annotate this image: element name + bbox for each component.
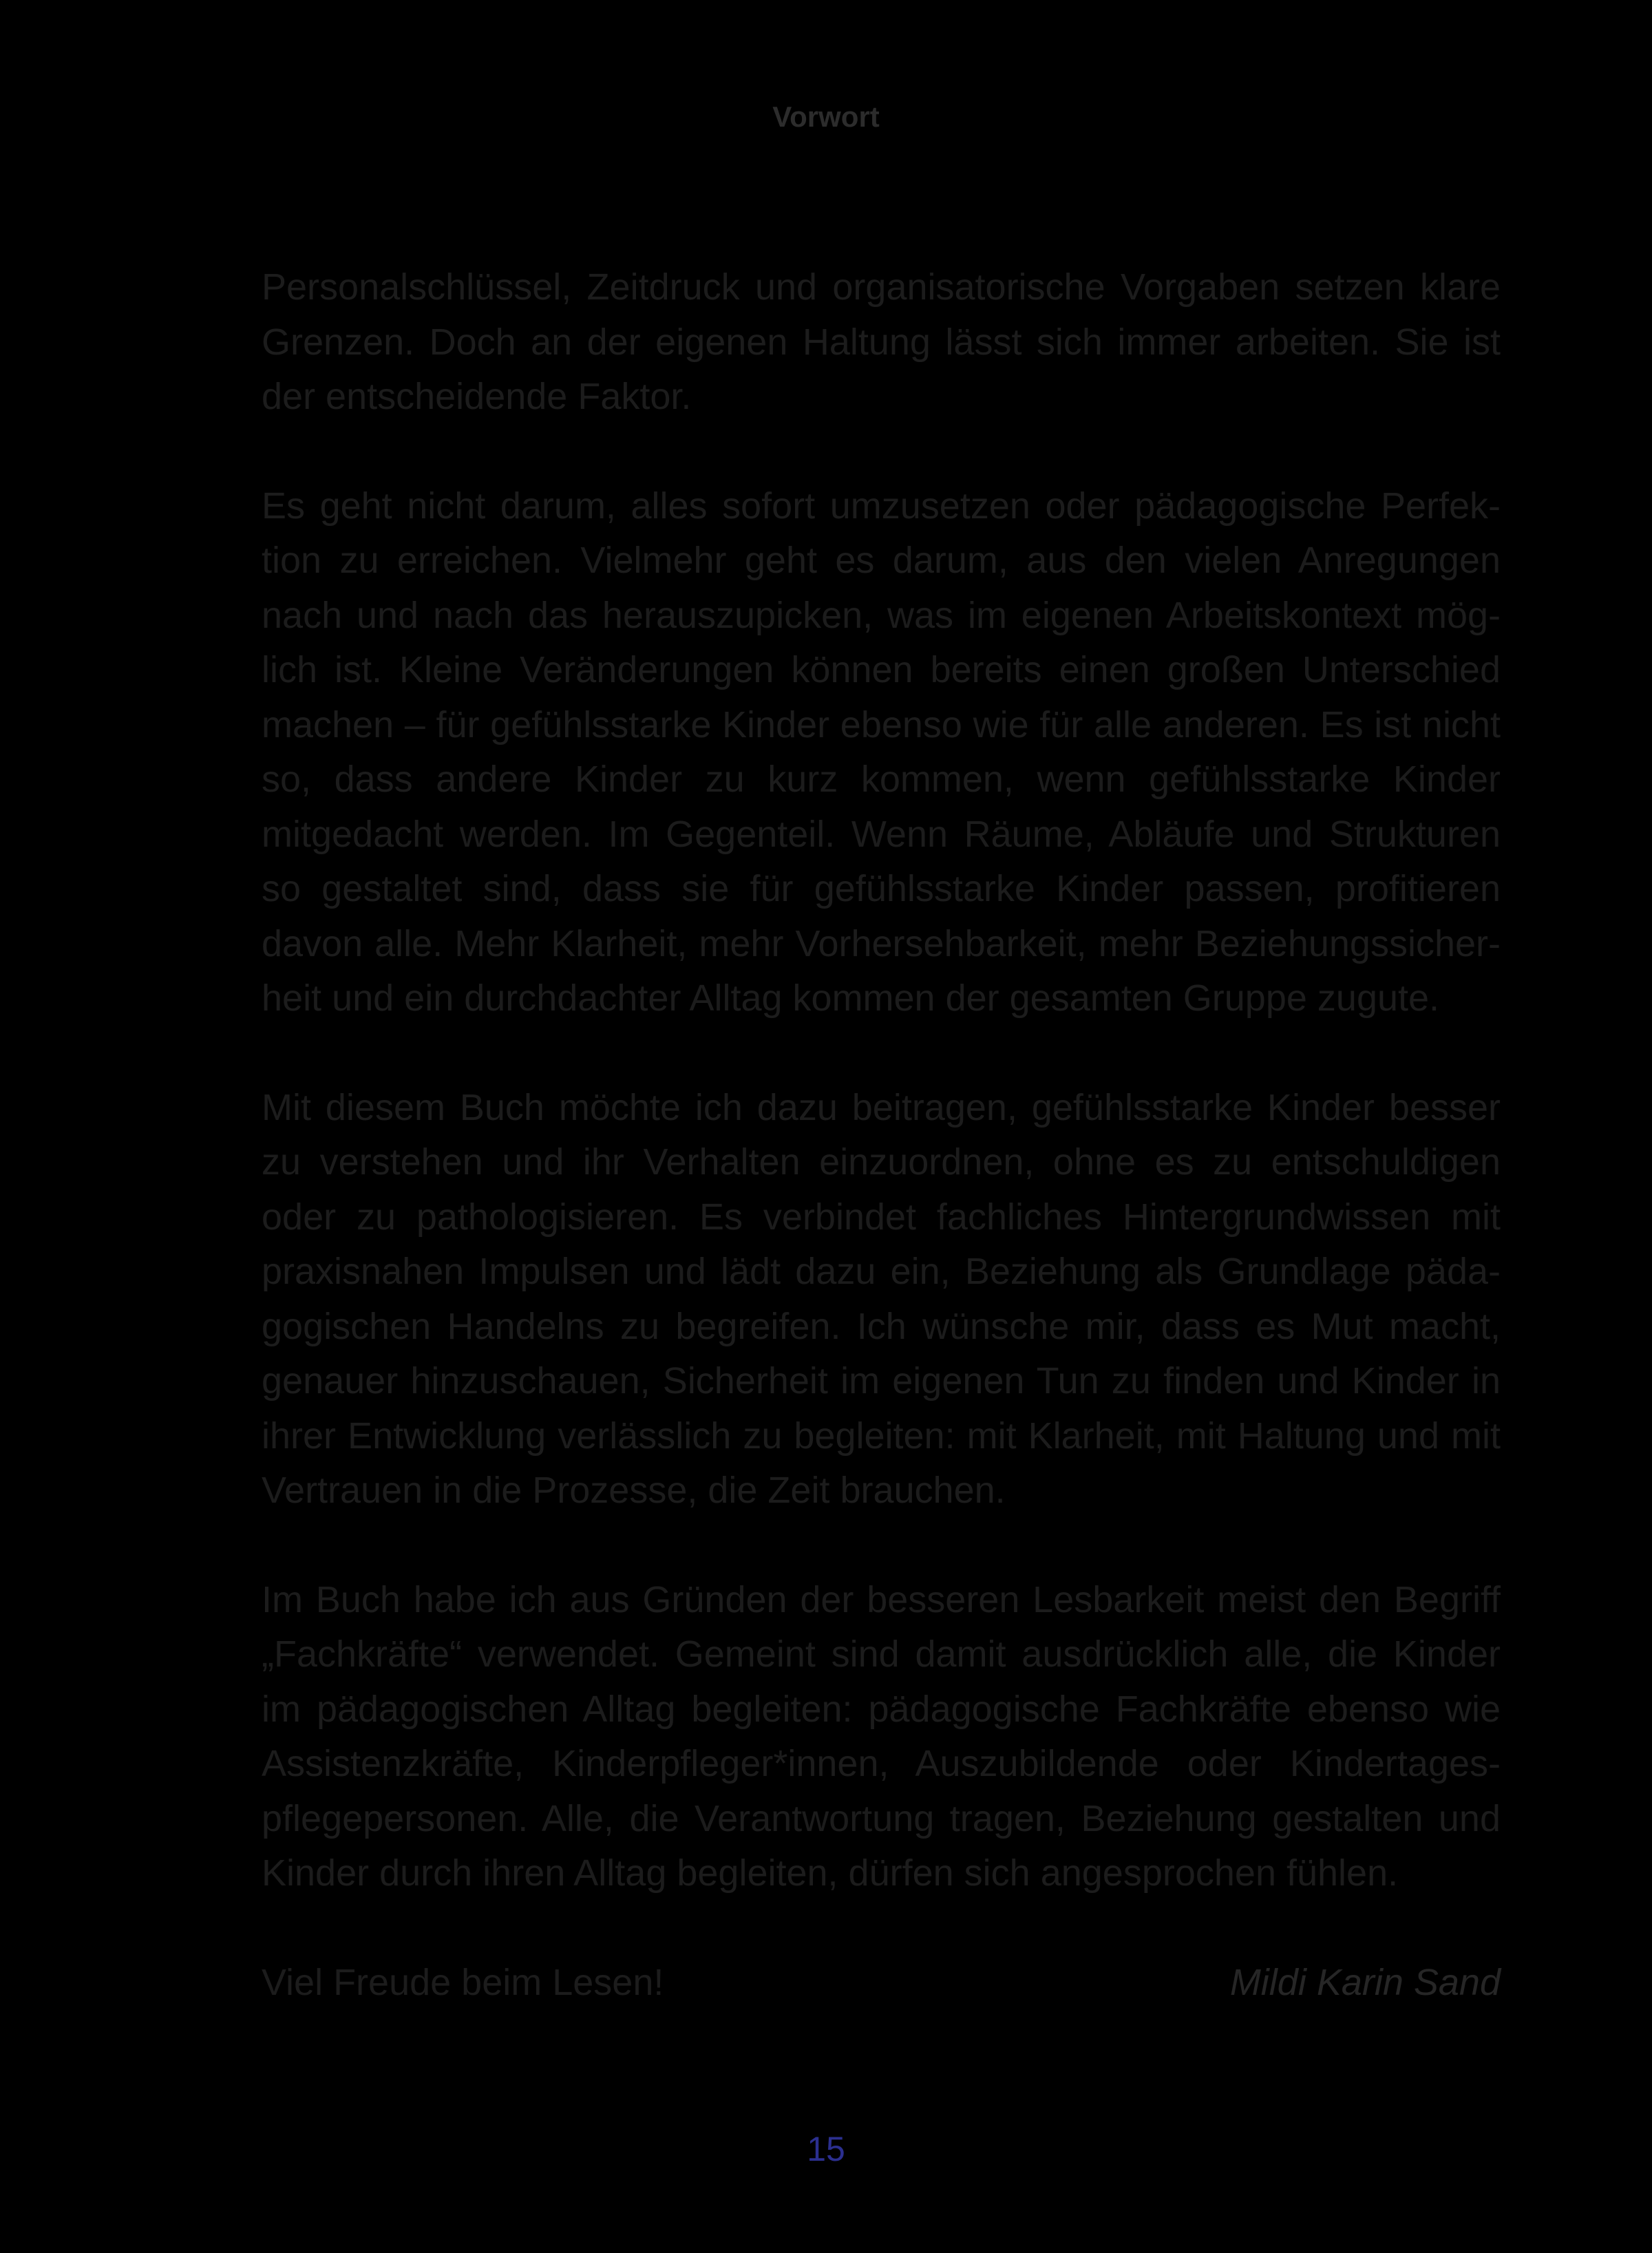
body-text: [262, 260, 1501, 2010]
paragraph: Im Buch habe ich aus Gründen der besseren Lesbarkeit meist den Begriff „Fachkräfte“ verwendet. Gemeint sind damit ausdrücklich alle, die Kinder im pädagogischen Alltag begleiten: pädagogische Fachkräfte ebenso wie Assistenzkräfte, Kinderpfleger*innen, Auszubildende oder Kindertagespflegepersonen. Alle, die Verantwortung tragen, Beziehung gestalten und Kinder durch ihren Alltag begleiten, dürfen sich angesprochen fühlen.: [262, 1578, 1501, 1894]
running-head: Vorwort: [772, 101, 880, 133]
paragraph: Es geht nicht darum, alles sofort umzusetzen oder pädagogische Perfektion zu erreichen. Vielmehr geht es darum, aus den vielen Anregungen nach und nach das herauszupicken, was im eigenen Arbeitskontext möglich ist. Kleine Veränderungen können bereits einen großen Unterschied machen – für gefühlsstarke Kinder ebenso wie für alle anderen. Es ist nicht so, dass andere Kinder zu kurz kommen, wenn gefühlsstarke Kinder mitgedacht werden. Im Gegenteil. Wenn Räume, Abläufe und Strukturen so gestaltet sind, dass sie für gefühlsstarke Kinder passen, profitieren davon alle. Mehr Klarheit, mehr Vorhersehbarkeit, mehr Beziehungssicherheit und ein durchdachter Alltag kommen der gesamten Gruppe zugute.: [262, 485, 1501, 1019]
closing-line: [262, 1956, 1501, 2011]
paragraph: Mit diesem Buch möchte ich dazu beitragen, gefühlsstarke Kinder besser zu verstehen und ihr Verhalten einzuordnen, ohne es zu entschuldigen oder zu pathologisieren. Es verbindet fachliches Hintergrundwissen mit praxisnahen Impulsen und lädt dazu ein, Beziehung als Grundlage pädagogischen Handelns zu begreifen. Ich wünsche mir, dass es Mut macht, genauer hinzuschauen, Sicherheit im eigenen Tun zu finden und Kinder in ihrer Entwicklung verlässlich zu begleiten: mit Klarheit, mit Haltung und mit Vertrauen in die Prozesse, die Zeit brauchen.: [262, 1086, 1501, 1511]
closing-greeting: Viel Freude beim Lesen!: [262, 1961, 664, 2003]
author-signature: Mildi Karin Sand: [1229, 1961, 1501, 2003]
paragraph: Personalschlüssel, Zeitdruck und organisatorische Vorgaben setzen klare Grenzen. Doch an der eigenen Haltung lässt sich immer arbeiten. Sie ist der entscheidende Faktor.: [262, 266, 1501, 417]
page-number: 15: [807, 2130, 845, 2168]
